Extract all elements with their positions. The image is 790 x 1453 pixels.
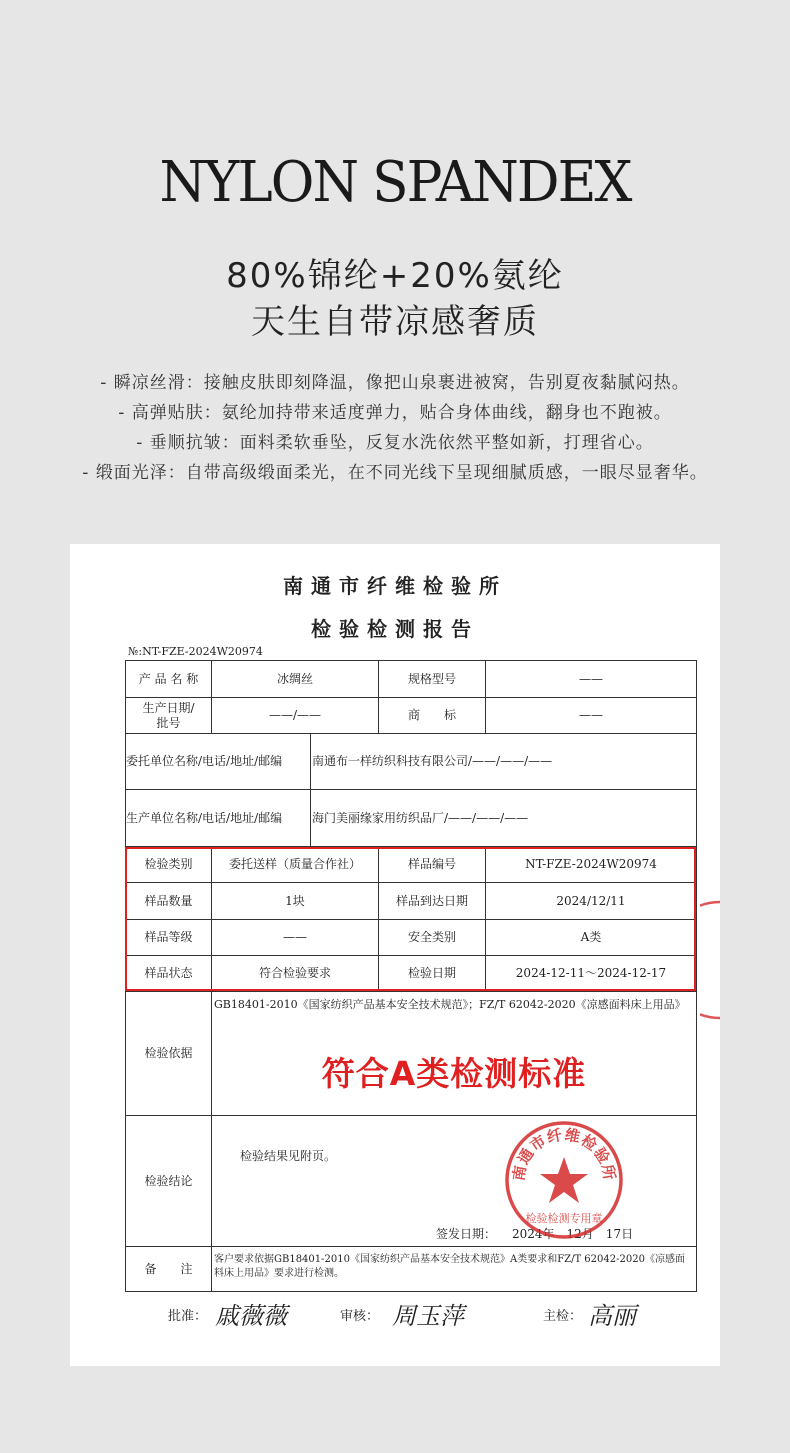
highlight-box — [125, 847, 696, 991]
product-title: NYLON SPANDEX — [159, 150, 631, 215]
feature-item: - 瞬凉丝滑：接触皮肤即刻降温，像把山泉裹进被窝，告别夏夜黏腻闷热。 — [100, 373, 690, 393]
label-quantity: 样品数量 — [144, 893, 193, 908]
approve-signature: 戚薇薇 — [215, 1302, 287, 1330]
review-signature: 周玉萍 — [392, 1302, 464, 1330]
seal-subtext: 检验检测专用章 — [525, 1212, 603, 1225]
label-sample-no: 样品编号 — [407, 857, 456, 871]
value-test-date: 2024-12-11～2024-12-17 — [515, 966, 667, 980]
seal-text: 南通市纤维检验所 — [509, 1125, 619, 1183]
value-brand: —— — [579, 708, 603, 722]
value-arrival-date: 2024/12/11 — [556, 893, 626, 908]
label-product-name: 产 品 名 称 — [138, 671, 199, 686]
label-arrival-date: 样品到达日期 — [395, 893, 468, 908]
label-spec: 规格型号 — [407, 671, 456, 686]
value-production-date: ——/—— — [268, 708, 322, 722]
standard-highlight: 符合A类检测标准 — [321, 1054, 587, 1093]
label-basis: 检验依据 — [144, 1046, 193, 1060]
inspect-signature: 高丽 — [588, 1302, 636, 1330]
report-number: №:NT-FZE-2024W20974 — [128, 645, 263, 658]
value-basis: GB18401-2010《国家纺织产品基本安全技术规范》；FZ/T 62042-2020《凉感面料床上用品》 — [214, 998, 686, 1011]
review-label: 审核： — [340, 1309, 380, 1324]
label-safety-class: 安全类别 — [407, 930, 456, 944]
approve-label: 批准： — [168, 1309, 208, 1324]
composition-text: 80%锦纶+20%氨纶 — [226, 256, 564, 296]
value-issue-date: 2024年 12月 17日 — [512, 1227, 634, 1241]
value-spec: —— — [579, 671, 603, 686]
feature-item: - 缎面光泽：自带高级缎面柔光，在不同光线下呈现细腻质感，一眼尽显奢华。 — [82, 463, 708, 483]
value-sample-no: NT-FZE-2024W20974 — [525, 857, 657, 871]
report-organization: 南通市纤维检验所 — [283, 574, 507, 598]
report-title: 检验检测报告 — [311, 617, 479, 641]
value-manufacturer: 海门美丽缘家用纺织品厂/——/——/—— — [312, 810, 529, 825]
value-sample-state: 符合检验要求 — [258, 966, 331, 980]
feature-item: - 垂顺抗皱：面料柔软垂坠，反复水洗依然平整如新，打理省心。 — [136, 433, 654, 453]
side-seal-fragment — [700, 900, 720, 1020]
value-conclusion: 检验结果见附页。 — [240, 1149, 337, 1163]
tagline-text: 天生自带凉感奢质 — [251, 302, 539, 342]
value-safety-class: A类 — [580, 930, 602, 944]
label-grade: 样品等级 — [144, 930, 193, 944]
label-production-date: 生产日期/批号 — [142, 700, 195, 730]
value-grade: —— — [283, 930, 307, 944]
inspect-label: 主检： — [543, 1309, 583, 1324]
label-conclusion: 检验结论 — [144, 1173, 193, 1188]
value-quantity: 1块 — [285, 893, 305, 908]
official-seal — [503, 1119, 625, 1241]
label-sample-state: 样品状态 — [144, 966, 193, 980]
label-manufacturer: 生产单位名称/电话/地址/邮编 — [126, 810, 283, 825]
value-product-name: 冰绸丝 — [276, 671, 313, 686]
label-test-date: 检验日期 — [407, 966, 456, 980]
label-brand: 商 标 — [407, 708, 456, 722]
value-client: 南通布一样纺织科技有限公司/——/——/—— — [312, 754, 553, 768]
value-test-type: 委托送样（质量合作社） — [228, 857, 361, 871]
feature-item: - 高弹贴肤：氨纶加持带来适度弹力，贴合身体曲线，翻身也不跑被。 — [118, 403, 672, 423]
value-remark: 客户要求依据GB18401-2010《国家纺织产品基本安全技术规范》A类要求和FZ/T 62042-2020《凉感面料床上用品》要求进行检测。 — [214, 1254, 685, 1279]
label-issue-date: 签发日期： — [436, 1227, 497, 1241]
label-test-type: 检验类别 — [144, 857, 193, 871]
feature-list — [0, 368, 790, 488]
label-client: 委托单位名称/电话/地址/邮编 — [126, 754, 283, 768]
label-remark: 备 注 — [144, 1261, 193, 1276]
